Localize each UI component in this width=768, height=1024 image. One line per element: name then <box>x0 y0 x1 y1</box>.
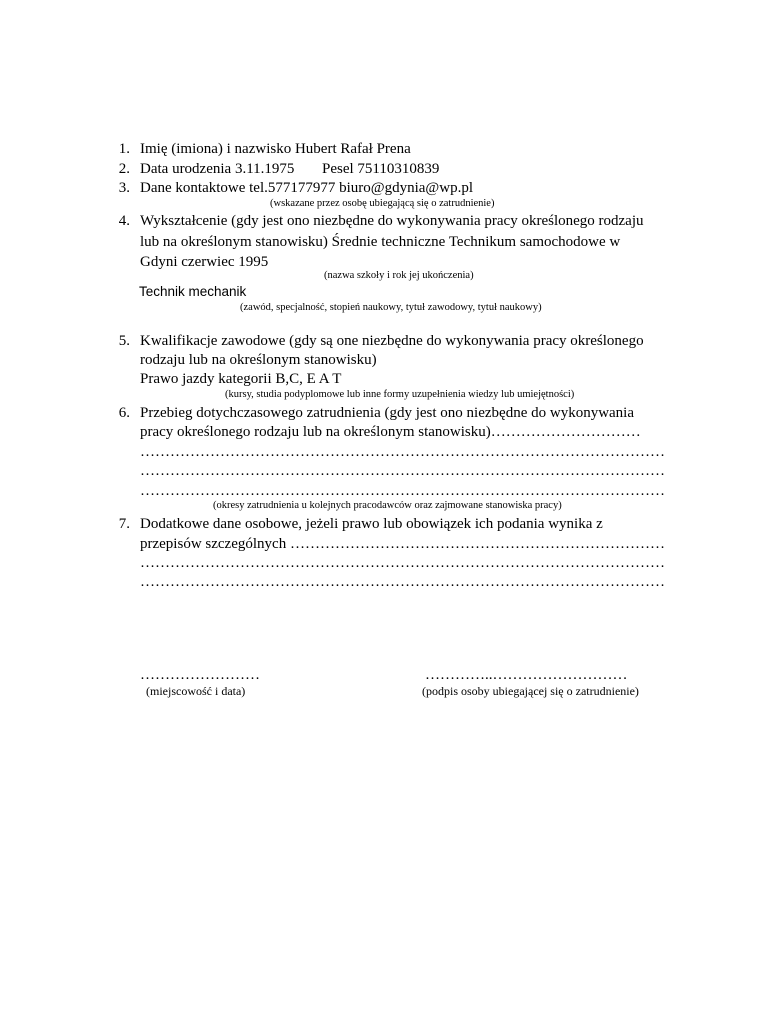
item-4-number: 4. <box>118 213 130 229</box>
item-6-line-2: pracy określonego rodzaju lub na określonym stanowisku)………………………… <box>140 424 641 440</box>
item-3-number: 3. <box>118 180 130 196</box>
item-3-contact: Dane kontaktowe tel.577177977 biuro@gdynia@wp.pl <box>140 180 473 196</box>
item-1-name-line: Imię (imiona) i nazwisko Hubert Rafał Prena <box>140 141 411 157</box>
item-7-number: 7. <box>118 516 130 532</box>
item-5-license: Prawo jazdy kategorii B,C, E A T <box>140 371 342 387</box>
item-4-profession-note: (zawód, specjalność, stopień naukowy, tytuł zawodowy, tytuł naukowy) <box>240 302 542 313</box>
item-4-profession: Technik mechanik <box>139 284 247 299</box>
item-6-dotted-line-1: …………………………………………………………………………………………… <box>140 444 665 460</box>
item-5-note: (kursy, studia podyplomowe lub inne formy uzupełnienia wiedzy lub umiejętności) <box>225 389 575 400</box>
item-5-line-2: rodzaju lub na określonym stanowisku) <box>140 352 377 368</box>
item-5-line-1: Kwalifikacje zawodowe (gdy są one niezbędne do wykonywania pracy określonego <box>140 333 644 349</box>
place-date-label: (miejscowość i data) <box>146 684 246 698</box>
item-3-note: (wskazane przez osobę ubiegającą się o zatrudnienie) <box>270 198 495 209</box>
signature-dotted-line: …………..……………………… <box>425 667 628 683</box>
item-4-line-1: Wykształcenie (gdy jest ono niezbędne do wykonywania pracy określonego rodzaju <box>140 213 644 229</box>
place-date-dotted-line: …………………… <box>140 667 260 683</box>
item-7-line-1: Dodatkowe dane osobowe, jeżeli prawo lub obowiązek ich podania wynika z <box>140 516 603 532</box>
item-4-line-2: lub na określonym stanowisku) Średnie techniczne Technikum samochodowe w <box>140 234 621 250</box>
item-5-number: 5. <box>118 333 130 349</box>
item-4-line-3: Gdyni czerwiec 1995 <box>140 254 269 270</box>
item-2-number: 2. <box>118 161 130 177</box>
item-6-number: 6. <box>118 405 130 421</box>
item-1-number: 1. <box>118 141 130 157</box>
item-2-pesel: Pesel 75110310839 <box>322 161 440 177</box>
item-6-dotted-line-3: …………………………………………………………………………………………… <box>140 483 665 499</box>
signature-label: (podpis osoby ubiegającej się o zatrudnienie) <box>422 684 639 698</box>
item-6-dotted-line-2: …………………………………………………………………………………………… <box>140 463 665 479</box>
item-6-note: (okresy zatrudnienia u kolejnych pracodawców oraz zajmowane stanowiska pracy) <box>213 500 562 511</box>
item-7-line-2: przepisów szczególnych ………………………………………………………………… <box>140 536 665 552</box>
item-2-birthdate: Data urodzenia 3.11.1975 <box>140 161 295 177</box>
item-6-line-1: Przebieg dotychczasowego zatrudnienia (gdy jest ono niezbędne do wykonywania <box>140 405 635 421</box>
item-7-dotted-line-1: …………………………………………………………………………………………… <box>140 555 665 571</box>
item-7-dotted-line-2: …………………………………………………………………………………………… <box>140 574 665 590</box>
item-4-school-note: (nazwa szkoły i rok jej ukończenia) <box>324 270 474 281</box>
